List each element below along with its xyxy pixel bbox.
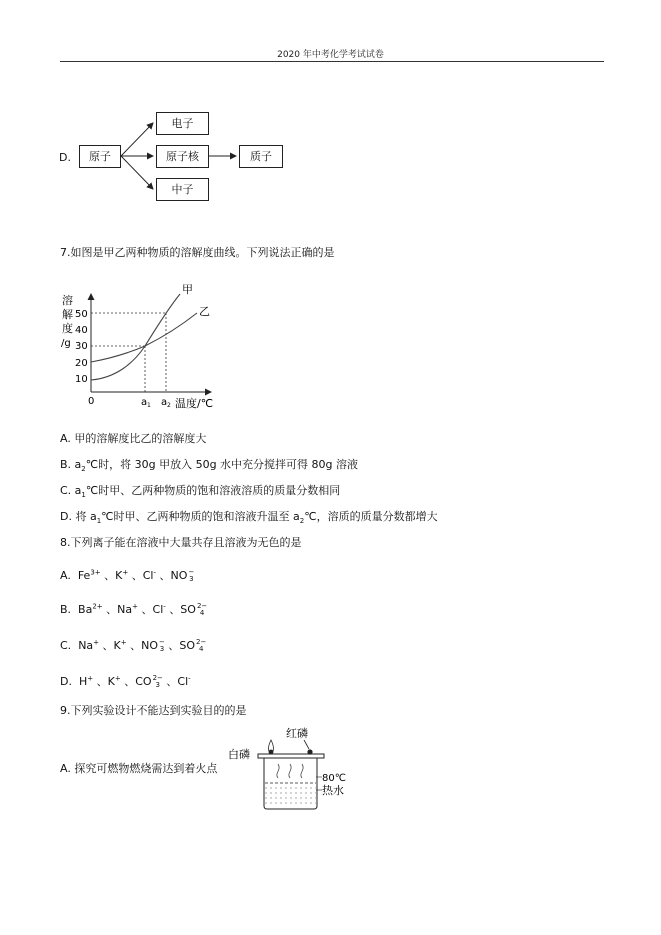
arrow-to-neutron — [121, 156, 153, 189]
series-label-yi: 乙 — [199, 305, 210, 318]
copper-plate — [258, 754, 324, 758]
atom-diagram-arrows — [0, 0, 661, 240]
solubility-chart — [55, 280, 225, 412]
ytick-10: 10 — [75, 374, 88, 385]
temperature-label: 80℃ — [322, 773, 346, 784]
hot-water-label: 热水 — [322, 784, 344, 797]
q7-option-c: C. $a_1℃$时甲、乙两种物质的饱和溶液溶质的质量分数相同 — [60, 484, 341, 500]
q8-option-b: B. $Ba^{2+}$ 、Na+ 、Cl- 、SO2− 4 — [60, 602, 208, 617]
curve-yi — [91, 313, 197, 362]
white-phosphorus-dot — [269, 750, 274, 755]
ylabel-char-4: /g — [61, 338, 71, 349]
page-header: 2020 年中考化学考试试卷 — [277, 50, 384, 60]
xtick-a2-sub: 2 — [167, 402, 171, 409]
ylabel-char-2: 解 — [62, 308, 73, 321]
q8-option-d: D. H+ 、K+ 、CO2− 3 、Cl- — [60, 674, 191, 689]
q9-option-a: A. 探究可燃物燃烧需达到着火点 — [60, 762, 218, 775]
origin-label: 0 — [88, 396, 95, 407]
ytick-40: 40 — [75, 325, 88, 336]
q7-option-a: A. 甲的溶解度比乙的溶解度大 — [60, 432, 207, 445]
curve-jia — [91, 294, 180, 380]
red-p-pointer — [304, 740, 309, 749]
neutron-box: 中子 — [156, 178, 209, 201]
xlabel: 温度/℃ — [175, 397, 214, 410]
xtick-a2: a — [161, 397, 168, 408]
steam-2 — [289, 764, 291, 778]
red-phosphorus-dot — [307, 749, 312, 754]
q7-option-d: D. 将 $a_1℃$时甲、乙两种物质的饱和溶液升温至 $a_2℃$，溶质的质量分数都增大 — [60, 510, 438, 526]
ytick-30: 30 — [75, 341, 88, 352]
q8-stem: 8.下列离子能在溶液中大量共存且溶液为无色的是 — [60, 536, 302, 549]
xtick-a1: a — [141, 397, 148, 408]
series-label-jia: 甲 — [182, 283, 193, 296]
ylabel-char-1: 溶 — [62, 294, 73, 307]
proton-box: 质子 — [239, 145, 283, 168]
q9-stem: 9.下列实验设计不能达到实验目的的是 — [60, 704, 247, 717]
q7-stem: 7.如图是甲乙两种物质的溶解度曲线。下列说法正确的是 — [60, 246, 335, 259]
nucleus-box: 原子核 — [156, 145, 209, 168]
electron-box: 电子 — [156, 112, 209, 135]
q8-option-a: A. $Fe^{3+}$ 、K+ 、Cl- 、NO− 3 — [60, 568, 195, 583]
arrow-to-electron — [121, 123, 153, 156]
atom-box: 原子 — [79, 145, 121, 168]
combustion-experiment-figure — [226, 720, 366, 812]
steam-1 — [277, 764, 279, 778]
ytick-20: 20 — [75, 358, 88, 369]
ytick-50: 50 — [75, 309, 88, 320]
white-phosphorus-label: 白磷 — [228, 748, 250, 761]
steam-3 — [301, 764, 303, 778]
q6-option-d-label: D. — [59, 151, 71, 164]
xtick-a1-sub: 1 — [147, 402, 151, 409]
q8-option-c: C. Na+ 、K+ 、NO− 3 、SO2− 4 — [60, 638, 207, 653]
q7-option-b: B. $a_2℃$时，将 30g 甲放入 50g 水中充分搅拌可得 80g 溶液 — [60, 458, 359, 474]
red-phosphorus-label: 红磷 — [286, 727, 308, 740]
ylabel-char-3: 度 — [62, 322, 73, 335]
